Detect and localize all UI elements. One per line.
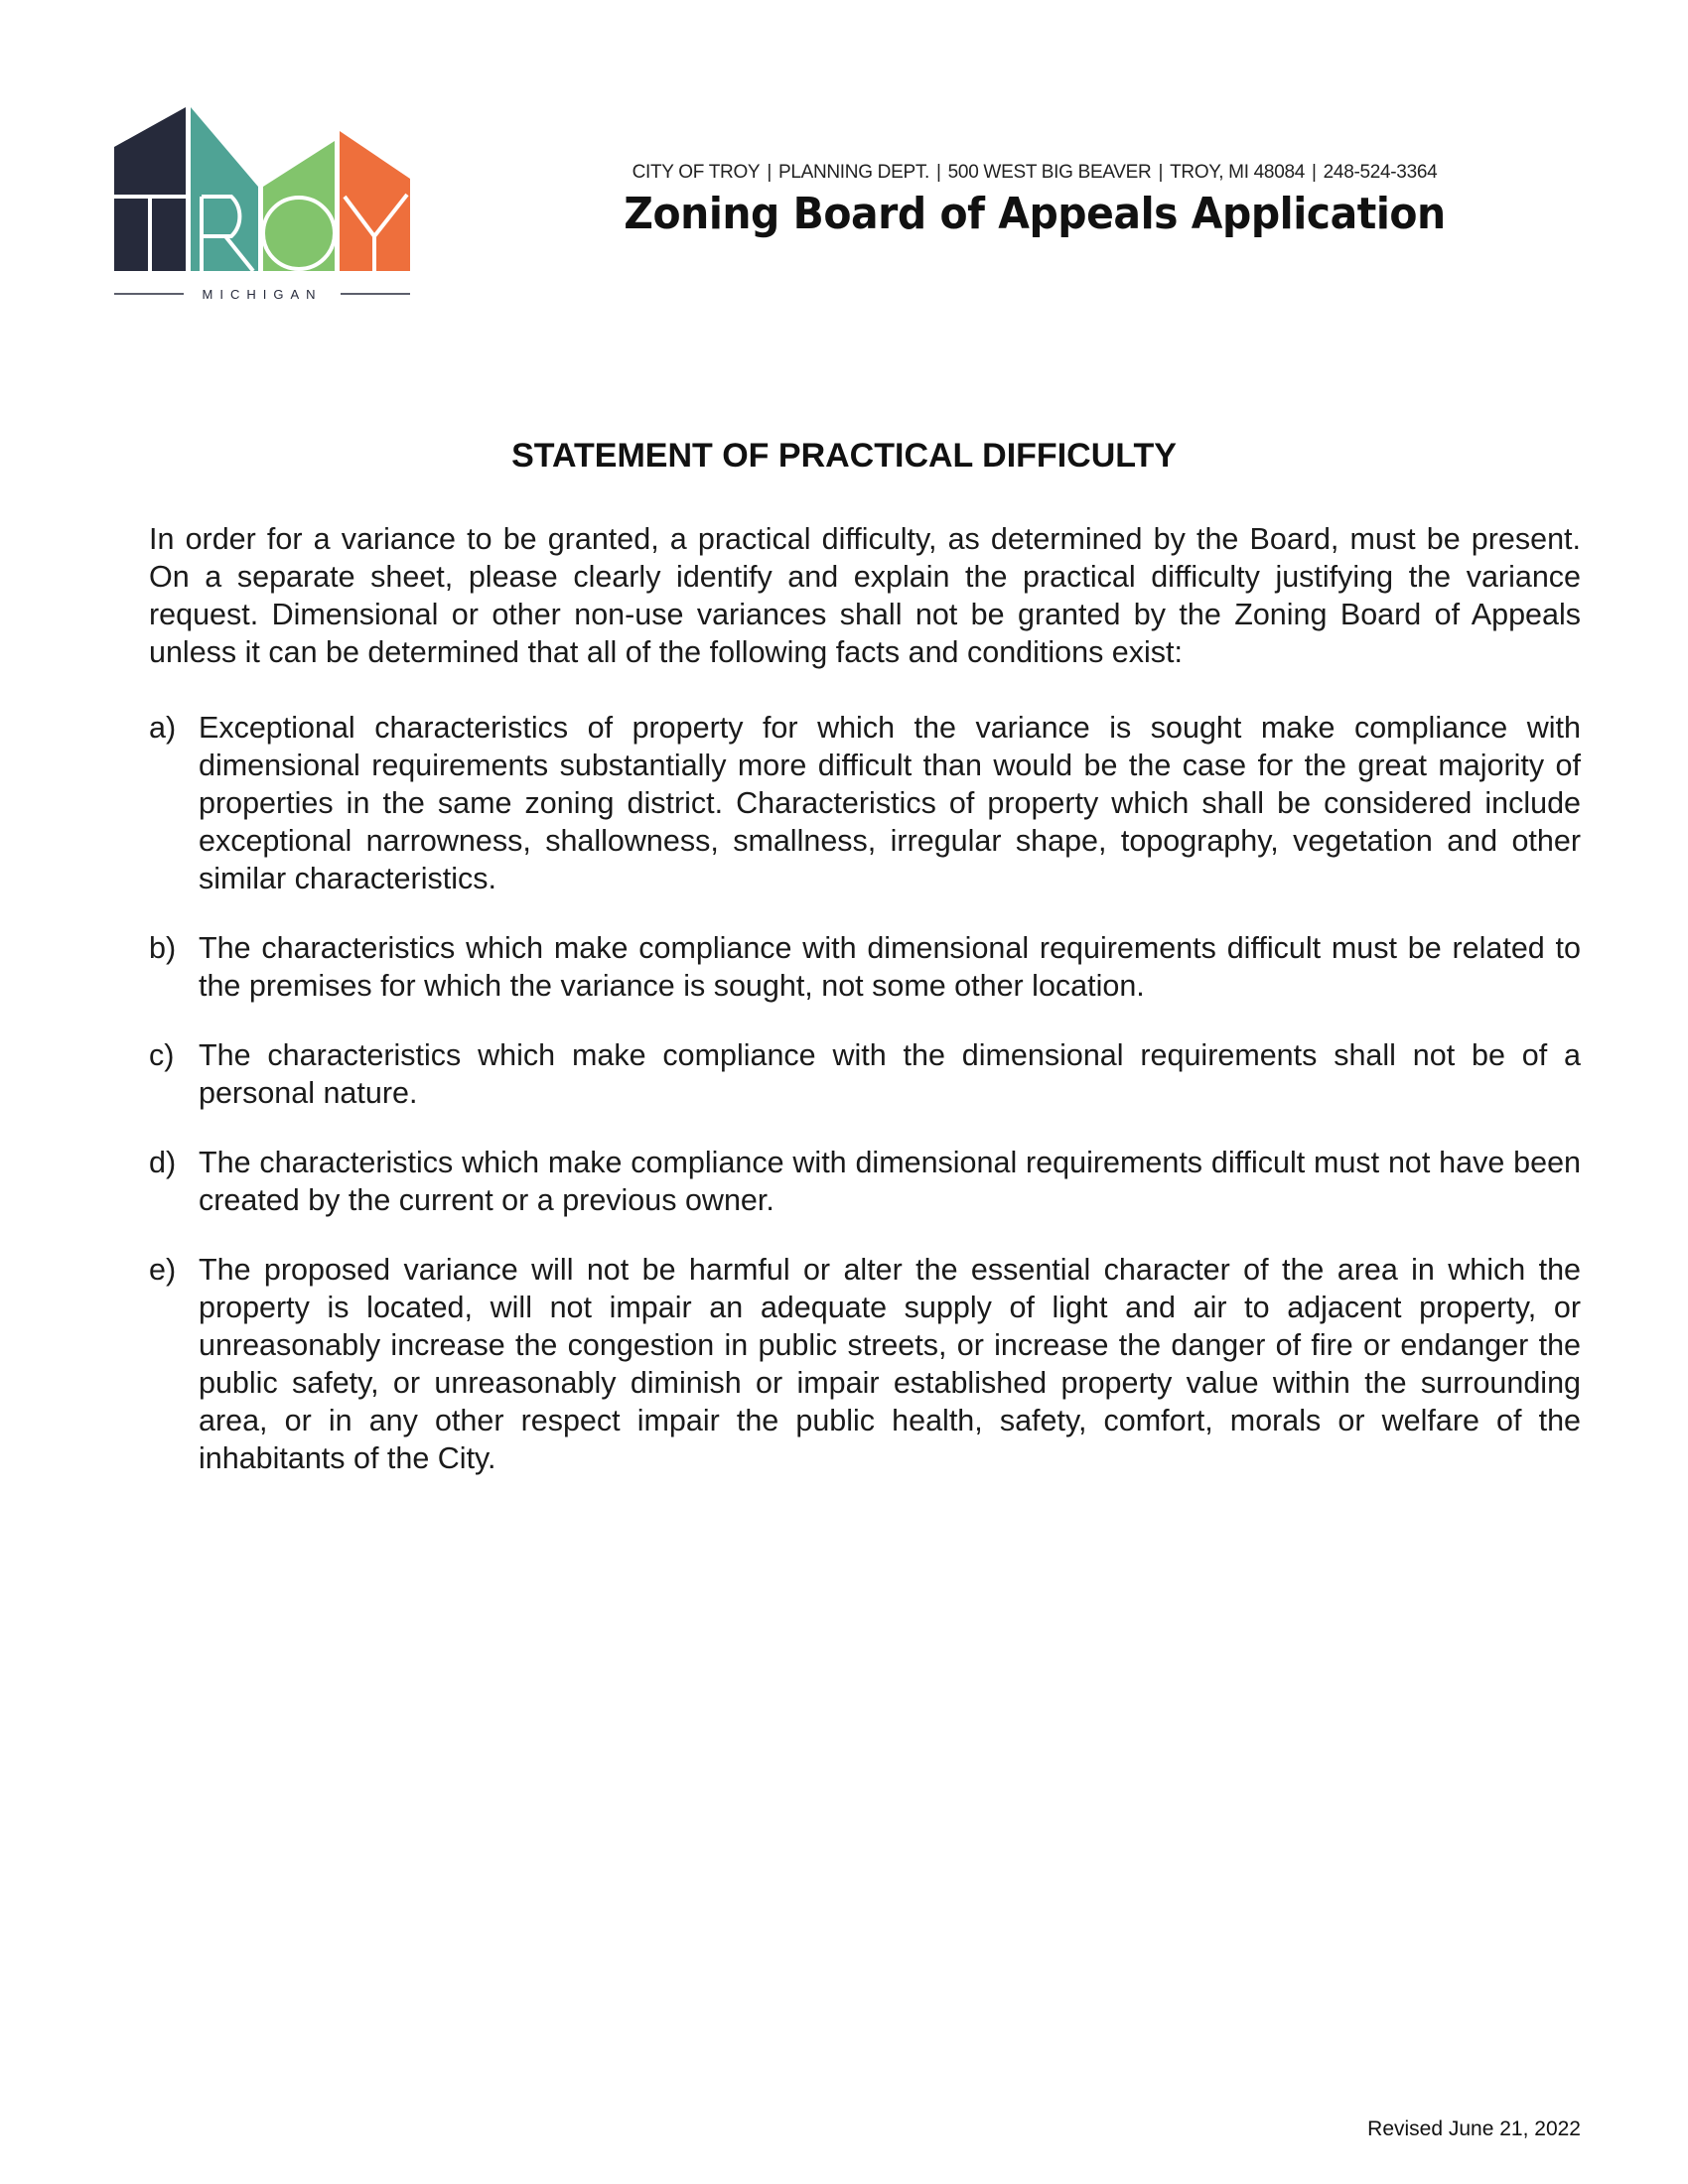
contact-separator: | <box>1158 162 1164 183</box>
list-marker: a) <box>149 711 177 745</box>
list-item <box>149 709 1581 897</box>
troy-michigan-logo <box>114 107 427 306</box>
list-item <box>149 1144 1581 1219</box>
contact-city: CITY OF TROY <box>632 162 761 183</box>
list-item-text: The characteristics which make compliance with the dimensional requirements shall not be of a personal nature. <box>199 1038 1581 1110</box>
list-item-text: The characteristics which make compliance with dimensional requirements difficult must not have been created by the current or a previous owner. <box>199 1146 1581 1217</box>
contact-separator: | <box>1312 162 1317 183</box>
list-item-text: The characteristics which make compliance with dimensional requirements difficult must be related to the premises for which the variance is sought, not some other location. <box>199 931 1581 1003</box>
list-item <box>149 1251 1581 1477</box>
list-marker: d) <box>149 1146 177 1179</box>
contact-dept: PLANNING DEPT. <box>777 162 930 183</box>
contact-separator: | <box>767 162 772 183</box>
list-item-text: Exceptional characteristics of property for which the variance is sought make compliance with dimensional requirements substantially more difficult than would be the case for the great majority of properties in the same zoning district. Characteristics of property which shall be considered include exceptional narrowness, shallowness, smallness, irregular shape, topography, vegetation and other similar characteristics. <box>199 711 1581 895</box>
section-heading: STATEMENT OF PRACTICAL DIFFICULTY <box>511 437 1177 475</box>
logo-graphic <box>114 107 427 306</box>
contact-street: 500 WEST BIG BEAVER <box>947 162 1152 183</box>
revision-date: Revised June 21, 2022 <box>1367 2117 1581 2140</box>
logo-subtitle: MICHIGAN <box>202 287 323 302</box>
conditions-list <box>149 709 1581 1509</box>
contact-separator: | <box>936 162 941 183</box>
list-marker: e) <box>149 1253 177 1287</box>
list-marker: b) <box>149 931 177 965</box>
list-item <box>149 929 1581 1005</box>
contact-phone: 248-524-3364 <box>1323 162 1438 183</box>
intro-paragraph: In order for a variance to be granted, a practical difficulty, as determined by the Board, must be present. On a separate sheet, please clearly identify and explain the practical difficulty justifying the variance request. Dimensional or other non-use variances shall not be granted by the Zoning Board of Appeals unless it can be determined that all of the following facts and conditions exist: <box>149 522 1581 669</box>
contact-citystate: TROY, MI 48084 <box>1170 162 1306 183</box>
list-item-text: The proposed variance will not be harmful or alter the essential character of the area in which the property is located, will not impair an adequate supply of light and air to adjacent property, or unreasonably increase the congestion in public streets, or increase the danger of fire or endanger the public safety, or unreasonably diminish or impair established property value within the surrounding area, or in any other respect impair the public health, safety, comfort, morals or welfare of the inhabitants of the City. <box>199 1253 1581 1475</box>
form-title: Zoning Board of Appeals Application <box>624 189 1446 239</box>
list-marker: c) <box>149 1038 175 1072</box>
contact-line <box>558 162 1511 184</box>
list-item <box>149 1036 1581 1112</box>
